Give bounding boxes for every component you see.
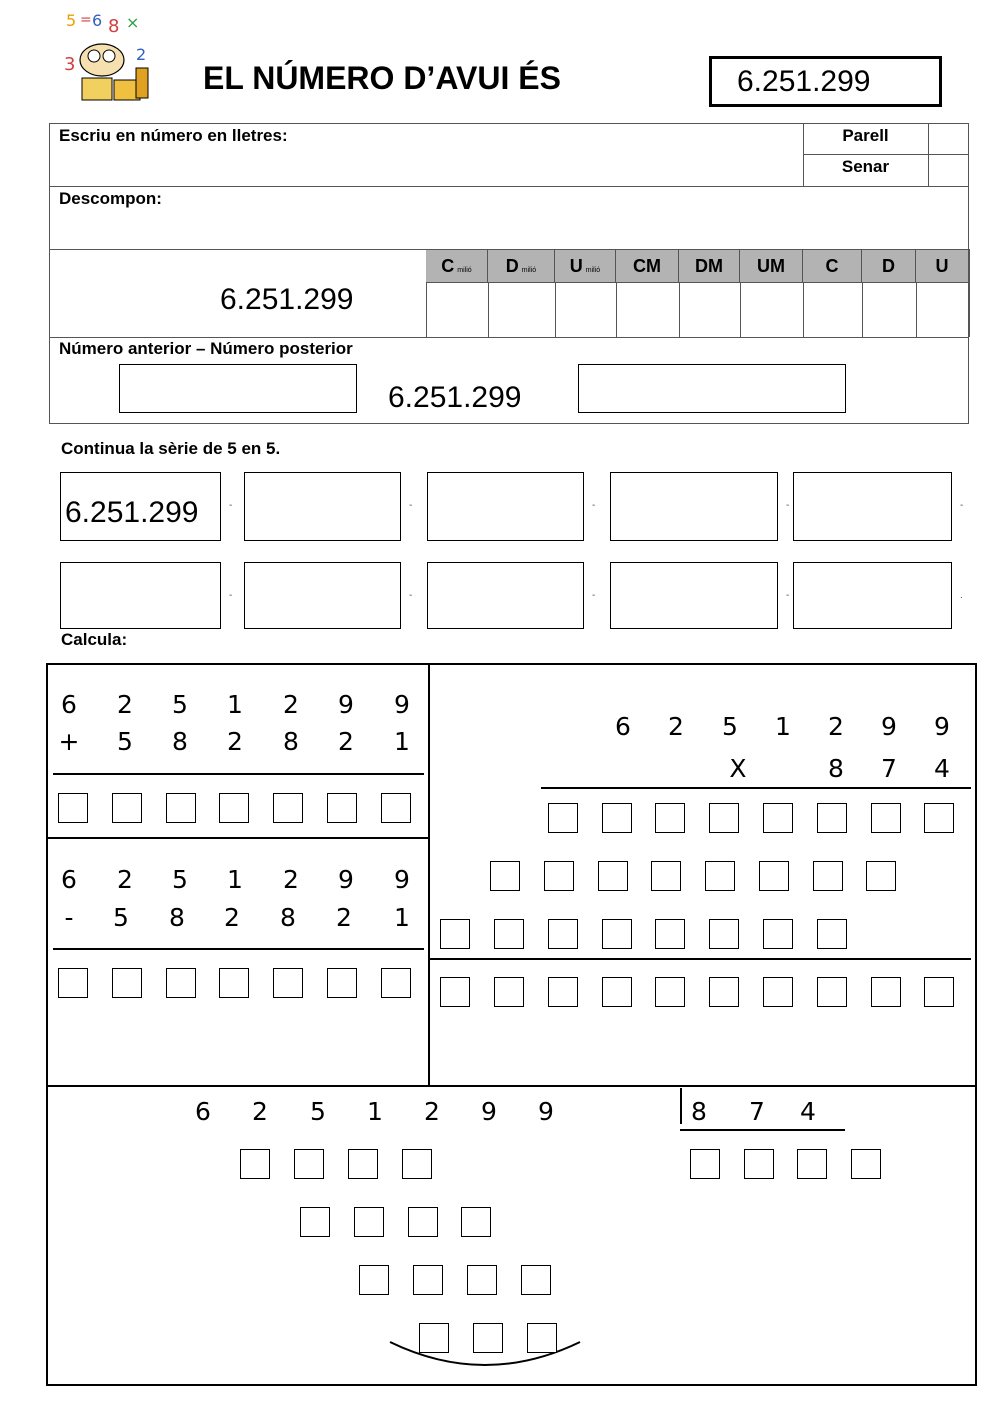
series-separator: - — [409, 590, 413, 601]
series-input[interactable] — [793, 472, 952, 541]
series-input[interactable] — [610, 562, 778, 629]
decompose-number: 6.251.299 — [220, 283, 354, 316]
place-value-header — [426, 250, 488, 282]
place-value-input[interactable] — [428, 285, 486, 335]
svg-text:×: × — [126, 13, 140, 32]
multiplication-partial-box[interactable] — [924, 803, 954, 833]
multiplication-digit: 9 — [934, 712, 950, 741]
division-work-box[interactable] — [354, 1207, 384, 1237]
place-value-input[interactable] — [805, 285, 860, 335]
prev-next-label: Número anterior – Número posterior — [59, 339, 353, 358]
multiplication-digit: 7 — [881, 754, 897, 783]
subtraction-digit: 5 — [172, 865, 188, 894]
multiplication-answer-box[interactable] — [440, 977, 470, 1007]
subtraction-digit: 2 — [224, 903, 240, 932]
series-separator: - — [592, 500, 596, 511]
place-value-main: CM — [633, 256, 661, 276]
division-divisor-digit: 8 — [691, 1097, 707, 1126]
place-value-main: C — [441, 256, 455, 276]
multiplication-partial-box[interactable] — [655, 803, 685, 833]
subtraction-answer-box[interactable] — [58, 968, 88, 998]
multiplication-partial-box[interactable] — [866, 861, 896, 891]
addition-answer-box[interactable] — [327, 793, 357, 823]
calc-label: Calcula: — [61, 630, 128, 649]
division-dividend-digit: 9 — [538, 1097, 554, 1126]
place-value-input[interactable] — [490, 285, 553, 335]
addition-digit: 9 — [394, 690, 410, 719]
place-value-header — [488, 250, 555, 282]
place-value-sub: milió — [585, 267, 601, 274]
division-work-box[interactable] — [300, 1207, 330, 1237]
addition-digit: 2 — [283, 690, 299, 719]
division-dividend-digit: 9 — [481, 1097, 497, 1126]
division-quotient-box[interactable] — [851, 1149, 881, 1179]
division-remainder-box[interactable] — [419, 1323, 449, 1353]
multiplication-partial-box[interactable] — [598, 861, 628, 891]
division-remainder-box[interactable] — [473, 1323, 503, 1353]
place-value-header — [616, 250, 679, 282]
place-value-main: U — [569, 256, 583, 276]
addition-digit: 5 — [172, 690, 188, 719]
place-value-main: C — [825, 256, 839, 276]
series-label: Continua la sèrie de 5 en 5. — [61, 439, 281, 458]
series-start-box — [60, 472, 221, 541]
svg-text:8: 8 — [108, 16, 120, 37]
multiplication-answer-box[interactable] — [494, 977, 524, 1007]
multiplication-answer-box[interactable] — [548, 977, 578, 1007]
series-separator: - — [592, 590, 596, 601]
number-of-the-day-box — [709, 56, 942, 107]
series-input[interactable] — [60, 562, 221, 629]
math-cartoon-logo-icon — [62, 8, 162, 108]
place-value-header — [679, 250, 740, 282]
subtraction-digit: 9 — [394, 865, 410, 894]
multiplication-partial-box[interactable] — [705, 861, 735, 891]
multiplication-partial-box[interactable] — [651, 861, 681, 891]
division-quotient-box[interactable] — [690, 1149, 720, 1179]
multiplication-partial-box[interactable] — [817, 803, 847, 833]
write-letters-field[interactable] — [55, 148, 795, 182]
series-separator: - — [229, 590, 233, 601]
multiplication-digit: 2 — [828, 712, 844, 741]
addition-digit: + — [58, 727, 80, 756]
subtraction-digit: 1 — [227, 865, 243, 894]
place-value-main: D — [882, 256, 895, 276]
addition-digit: 6 — [61, 690, 77, 719]
multiplication-partial-box[interactable] — [602, 919, 632, 949]
place-value-header — [803, 250, 862, 282]
division-work-box[interactable] — [402, 1149, 432, 1179]
multiplication-partial-box[interactable] — [494, 919, 524, 949]
multiplication-partial-box[interactable] — [709, 919, 739, 949]
subtraction-answer-box[interactable] — [327, 968, 357, 998]
multiplication-partial-box[interactable] — [544, 861, 574, 891]
addition-digit: 1 — [394, 727, 410, 756]
multiplication-partial-box[interactable] — [709, 803, 739, 833]
parity-even-checkbox[interactable] — [929, 124, 968, 153]
multiplication-answer-box[interactable] — [709, 977, 739, 1007]
decompose-label: Descompon: — [59, 189, 162, 208]
addition-digit: 5 — [117, 727, 133, 756]
division-dividend-digit: 5 — [310, 1097, 326, 1126]
svg-text:=: = — [80, 12, 92, 28]
series-input[interactable] — [244, 472, 401, 541]
series-separator: - — [229, 500, 233, 511]
subtraction-digit: - — [64, 903, 74, 932]
division-dividend-digit: 6 — [195, 1097, 211, 1126]
division-work-box[interactable] — [467, 1265, 497, 1295]
place-value-main: UM — [757, 256, 785, 276]
place-value-input[interactable] — [864, 285, 914, 335]
subtraction-digit: 2 — [283, 865, 299, 894]
addition-digit: 2 — [117, 690, 133, 719]
division-work-box[interactable] — [294, 1149, 324, 1179]
multiplication-digit: 8 — [828, 754, 844, 783]
series-separator: - — [786, 500, 790, 511]
place-value-input[interactable] — [681, 285, 738, 335]
parity-even-label: Parell — [842, 126, 889, 145]
number-of-the-day: 6.251.299 — [737, 65, 871, 98]
addition-digit: 8 — [172, 727, 188, 756]
division-work-box[interactable] — [408, 1207, 438, 1237]
column-divider — [969, 249, 970, 337]
multiplication-digit: 5 — [722, 712, 738, 741]
multiplication-answer-box[interactable] — [655, 977, 685, 1007]
division-quotient-box[interactable] — [744, 1149, 774, 1179]
multiplication-partial-box[interactable] — [759, 861, 789, 891]
division-dividend-digit: 2 — [252, 1097, 268, 1126]
addition-digit: 1 — [227, 690, 243, 719]
addition-answer-box[interactable] — [58, 793, 88, 823]
place-value-input[interactable] — [918, 285, 967, 335]
addition-answer-box[interactable] — [112, 793, 142, 823]
place-value-sub: milió — [457, 267, 472, 274]
series-separator: - — [409, 500, 413, 511]
subtraction-digit: 2 — [336, 903, 352, 932]
addition-digit: 9 — [338, 690, 354, 719]
subtraction-digit: 2 — [117, 865, 133, 894]
series-input[interactable] — [427, 562, 584, 629]
subtraction-digit: 9 — [338, 865, 354, 894]
division-work-box[interactable] — [240, 1149, 270, 1179]
division-remainder-box[interactable] — [527, 1323, 557, 1353]
multiplication-partial-box[interactable] — [813, 861, 843, 891]
svg-text:5: 5 — [66, 11, 77, 30]
subtraction-digit: 1 — [394, 903, 410, 932]
addition-digit: 2 — [338, 727, 354, 756]
division-divisor-digit: 7 — [749, 1097, 765, 1126]
series-input[interactable] — [610, 472, 778, 541]
subtraction-answer-box[interactable] — [273, 968, 303, 998]
next-number-input[interactable] — [578, 364, 846, 413]
division-dividend-digit: 1 — [367, 1097, 383, 1126]
multiplication-partial-box[interactable] — [817, 919, 847, 949]
multiplication-operator: X — [729, 754, 747, 783]
division-work-box[interactable] — [359, 1265, 389, 1295]
series-separator: - — [786, 590, 790, 601]
multiplication-digit: 4 — [934, 754, 950, 783]
decompose-field[interactable] — [55, 212, 960, 246]
subtraction-answer-box[interactable] — [112, 968, 142, 998]
division-work-box[interactable] — [521, 1265, 551, 1295]
series-separator: - — [960, 500, 964, 511]
subtraction-answer-box[interactable] — [166, 968, 196, 998]
current-number: 6.251.299 — [388, 381, 522, 414]
series-start-number: 6.251.299 — [65, 496, 199, 529]
place-value-input[interactable] — [557, 285, 614, 335]
place-value-main: DM — [695, 256, 723, 276]
parity-odd-checkbox[interactable] — [929, 155, 968, 185]
addition-digit: 8 — [283, 727, 299, 756]
multiplication-partial-box[interactable] — [548, 919, 578, 949]
multiplication-digit: 9 — [881, 712, 897, 741]
division-work-box[interactable] — [348, 1149, 378, 1179]
place-value-input[interactable] — [742, 285, 801, 335]
place-value-header — [916, 250, 969, 282]
place-value-header — [740, 250, 803, 282]
page-title: EL NÚMERO D’AVUI ÉS — [203, 60, 561, 96]
division-dividend-digit: 2 — [424, 1097, 440, 1126]
subtraction-digit: 5 — [113, 903, 129, 932]
write-letters-label: Escriu en número en lletres: — [59, 126, 288, 145]
multiplication-digit: 6 — [615, 712, 631, 741]
multiplication-digit: 2 — [668, 712, 684, 741]
subtraction-digit: 8 — [280, 903, 296, 932]
multiplication-partial-box[interactable] — [655, 919, 685, 949]
series-input[interactable] — [793, 562, 952, 629]
multiplication-partial-box[interactable] — [602, 803, 632, 833]
multiplication-partial-box[interactable] — [490, 861, 520, 891]
multiplication-answer-box[interactable] — [924, 977, 954, 1007]
addition-answer-box[interactable] — [219, 793, 249, 823]
multiplication-partial-box[interactable] — [763, 803, 793, 833]
subtraction-answer-box[interactable] — [381, 968, 411, 998]
series-separator: . — [960, 590, 963, 601]
multiplication-partial-box[interactable] — [548, 803, 578, 833]
svg-text:2: 2 — [136, 45, 147, 64]
multiplication-partial-box[interactable] — [763, 919, 793, 949]
parity-odd-label: Senar — [841, 157, 890, 176]
place-value-sub: milió — [521, 267, 537, 274]
multiplication-answer-box[interactable] — [763, 977, 793, 1007]
place-value-input[interactable] — [618, 285, 677, 335]
division-work-box[interactable] — [413, 1265, 443, 1295]
series-input[interactable] — [427, 472, 584, 541]
place-value-header — [862, 250, 916, 282]
multiplication-answer-box[interactable] — [602, 977, 632, 1007]
place-value-main: D — [505, 256, 519, 276]
place-value-header — [555, 250, 616, 282]
subtraction-digit: 8 — [169, 903, 185, 932]
multiplication-answer-box[interactable] — [871, 977, 901, 1007]
subtraction-digit: 6 — [61, 865, 77, 894]
division-quotient-box[interactable] — [797, 1149, 827, 1179]
series-input[interactable] — [244, 562, 401, 629]
addition-digit: 2 — [227, 727, 243, 756]
subtraction-answer-box[interactable] — [219, 968, 249, 998]
division-work-box[interactable] — [461, 1207, 491, 1237]
multiplication-digit: 1 — [775, 712, 791, 741]
division-divisor-digit: 4 — [800, 1097, 816, 1126]
multiplication-answer-box[interactable] — [817, 977, 847, 1007]
previous-number-input[interactable] — [119, 364, 357, 413]
multiplication-partial-box[interactable] — [440, 919, 470, 949]
place-value-main: U — [935, 256, 949, 276]
svg-text:3: 3 — [64, 54, 76, 75]
addition-answer-box[interactable] — [166, 793, 196, 823]
addition-answer-box[interactable] — [381, 793, 411, 823]
svg-text:6: 6 — [92, 11, 103, 30]
addition-answer-box[interactable] — [273, 793, 303, 823]
multiplication-partial-box[interactable] — [871, 803, 901, 833]
